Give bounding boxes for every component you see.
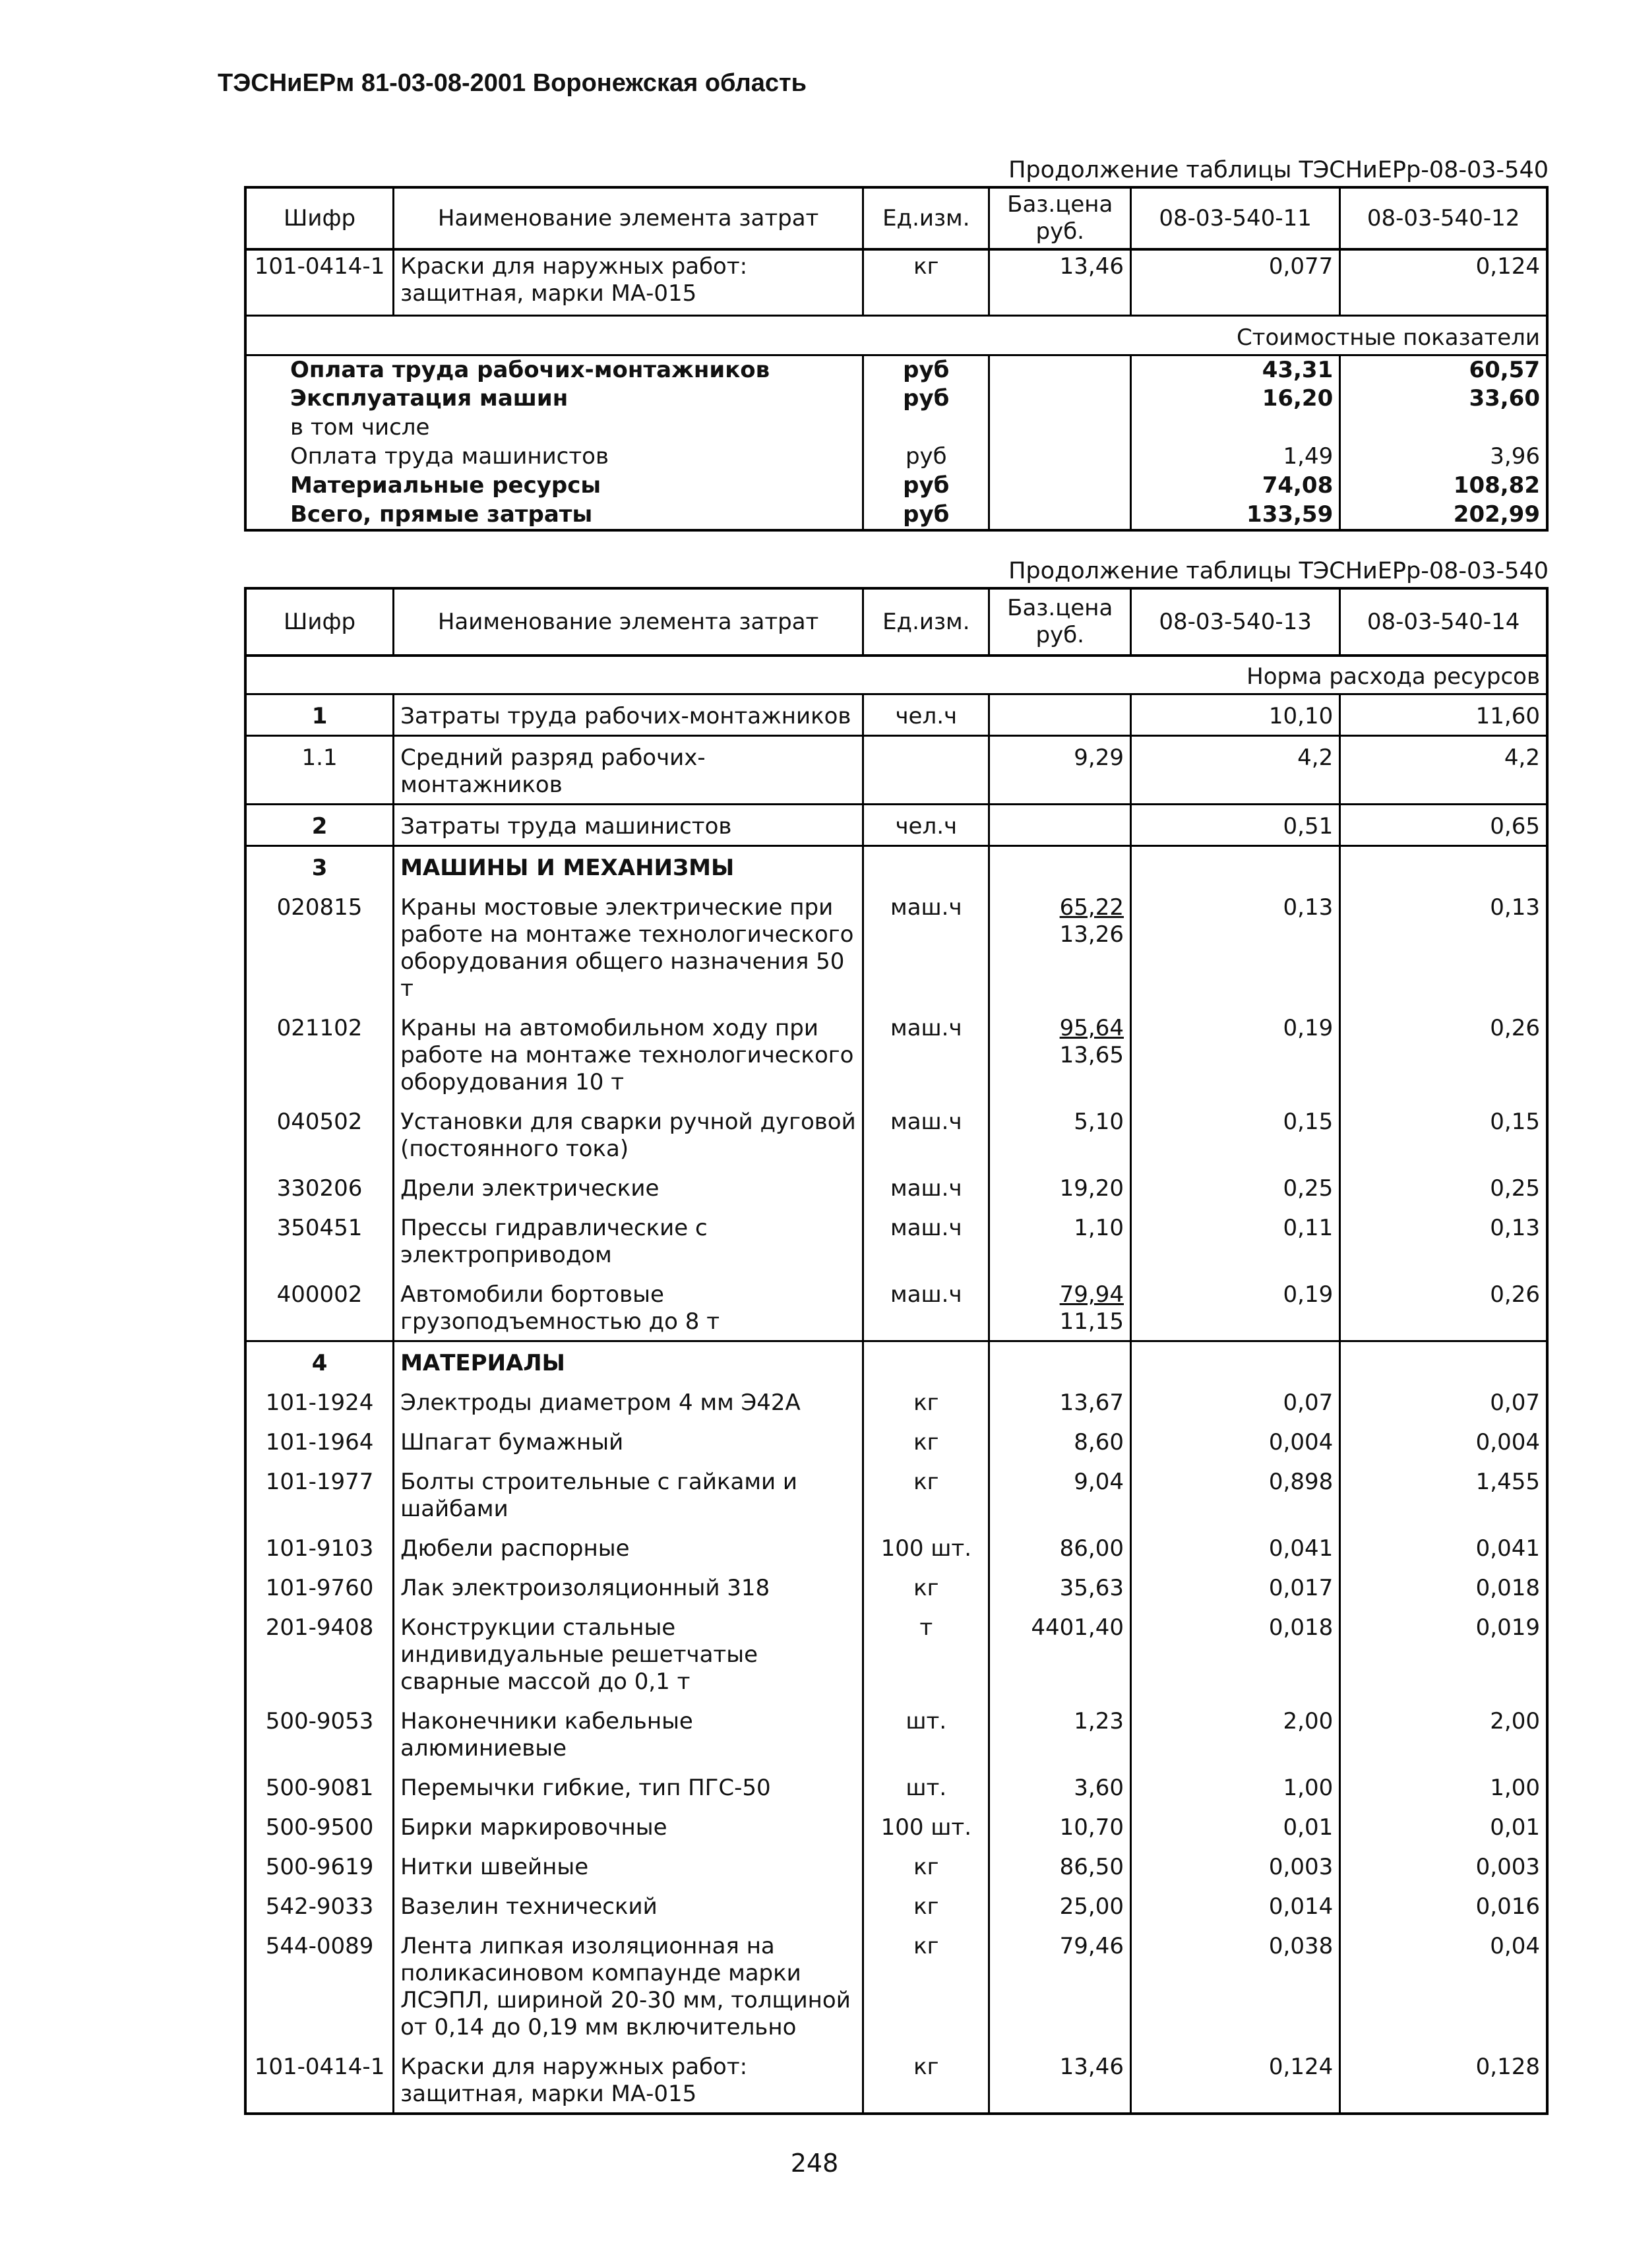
row-value-1: 0,004 xyxy=(1130,1421,1339,1461)
cost-value-2: 202,99 xyxy=(1340,501,1547,530)
row-unit xyxy=(863,845,989,886)
price-value: 19,20 xyxy=(1059,1175,1124,1202)
price-value: 3,60 xyxy=(1074,1774,1124,1801)
table-row xyxy=(245,1341,1547,1382)
row-unit: чел.ч xyxy=(863,804,989,845)
row-value-2: 0,26 xyxy=(1340,1273,1547,1341)
row-value-1: 0,041 xyxy=(1130,1527,1339,1567)
row-value-1: 0,018 xyxy=(1130,1607,1339,1700)
table-row xyxy=(245,1007,1547,1101)
row-price xyxy=(989,1806,1131,1846)
table2-header-row xyxy=(245,588,1547,656)
row-value-2: 11,60 xyxy=(1340,694,1547,735)
table-row xyxy=(245,1207,1547,1273)
row-name: Перемычки гибкие, тип ПГС-50 xyxy=(394,1767,863,1806)
cost-unit: руб xyxy=(863,501,989,530)
row-value-1: 0,898 xyxy=(1130,1461,1339,1527)
row-value-1: 0,25 xyxy=(1130,1167,1339,1207)
row-price xyxy=(989,1846,1131,1885)
row-unit: маш.ч xyxy=(863,1207,989,1273)
table-row xyxy=(245,804,1547,845)
row-name: Автомобили бортовые грузоподъемностью до 8 т xyxy=(394,1273,863,1341)
row-value-2: 0,01 xyxy=(1340,1806,1547,1846)
row-value-1: 0,017 xyxy=(1130,1567,1339,1607)
row-price xyxy=(989,1461,1131,1527)
price-secondary-value: 13,65 xyxy=(1059,1041,1124,1068)
price-value: 9,04 xyxy=(1074,1468,1124,1495)
row-name: Наконечники кабельные алюминиевые xyxy=(394,1700,863,1767)
table-row xyxy=(245,1421,1547,1461)
row-value-2: 0,65 xyxy=(1340,804,1547,845)
price-secondary-value: 11,15 xyxy=(1059,1308,1124,1335)
row-value-2: 0,016 xyxy=(1340,1885,1547,1925)
row-name: Краски для наружных работ: защитная, марки МА-015 xyxy=(394,249,863,315)
cost-name: Материальные ресурсы xyxy=(245,472,863,501)
row-price xyxy=(989,1607,1131,1700)
row-value-1: 0,19 xyxy=(1130,1007,1339,1101)
row-value-2: 0,019 xyxy=(1340,1607,1547,1700)
table-row xyxy=(245,886,1547,1007)
price-value: 13,67 xyxy=(1059,1389,1124,1416)
row-value-2: 4,2 xyxy=(1340,735,1547,804)
row-value-1: 0,003 xyxy=(1130,1846,1339,1885)
row-code: 101-9760 xyxy=(245,1567,394,1607)
row-price xyxy=(989,886,1131,1007)
cost-row xyxy=(245,414,1547,443)
row-code: 4 xyxy=(245,1341,394,1382)
col-header-v2: 08-03-540-12 xyxy=(1340,187,1547,249)
row-code: 500-9619 xyxy=(245,1846,394,1885)
price-value: 5,10 xyxy=(1074,1108,1124,1135)
table1-section-row xyxy=(245,315,1547,355)
row-value-1: 0,11 xyxy=(1130,1207,1339,1273)
col-header-name: Наименование элемента затрат xyxy=(394,187,863,249)
row-value-2: 2,00 xyxy=(1340,1700,1547,1767)
table-row xyxy=(245,845,1547,886)
row-name: Установки для сварки ручной дуговой (постоянного тока) xyxy=(394,1101,863,1167)
table1-header-row xyxy=(245,187,1547,249)
row-value-1: 0,038 xyxy=(1130,1925,1339,2046)
row-value-1: 0,13 xyxy=(1130,886,1339,1007)
row-price xyxy=(989,1007,1131,1101)
table-row xyxy=(245,1382,1547,1421)
section-label: Стоимостные показатели xyxy=(245,315,1547,355)
table2-caption: Продолжение таблицы ТЭСНиЕРр-08-03-540 xyxy=(1008,558,1549,584)
row-price xyxy=(989,1207,1131,1273)
row-value-1: 0,124 xyxy=(1130,2046,1339,2114)
price-value: 13,46 xyxy=(1059,2053,1124,2080)
row-unit: маш.ч xyxy=(863,1101,989,1167)
row-value-2: 0,003 xyxy=(1340,1846,1547,1885)
cost-name: Всего, прямые затраты xyxy=(245,501,863,530)
row-unit: 100 шт. xyxy=(863,1806,989,1846)
table-row xyxy=(245,1925,1547,2046)
section-label: Норма расхода ресурсов xyxy=(245,656,1547,694)
table-row xyxy=(245,1607,1547,1700)
row-value-1 xyxy=(1130,845,1339,886)
cost-value-2 xyxy=(1340,414,1547,443)
table-row xyxy=(245,694,1547,735)
row-code: 400002 xyxy=(245,1273,394,1341)
row-value-2: 0,07 xyxy=(1340,1382,1547,1421)
row-unit: маш.ч xyxy=(863,1167,989,1207)
row-code: 542-9033 xyxy=(245,1885,394,1925)
cost-price xyxy=(989,472,1131,501)
row-unit: шт. xyxy=(863,1700,989,1767)
row-code: 350451 xyxy=(245,1207,394,1273)
price-value: 9,29 xyxy=(1074,744,1124,771)
row-value-2 xyxy=(1340,1341,1547,1382)
row-unit: маш.ч xyxy=(863,1273,989,1341)
row-unit xyxy=(863,735,989,804)
row-value-1: 0,19 xyxy=(1130,1273,1339,1341)
row-unit: кг xyxy=(863,1846,989,1885)
price-value: 86,00 xyxy=(1059,1535,1124,1562)
row-name: Бирки маркировочные xyxy=(394,1806,863,1846)
cost-value-1: 133,59 xyxy=(1130,501,1339,530)
row-price xyxy=(989,1382,1131,1421)
row-code: 2 xyxy=(245,804,394,845)
row-name: Краны на автомобильном ходу при работе на монтаже технологического оборудования 10 т xyxy=(394,1007,863,1101)
row-price xyxy=(989,1421,1131,1461)
price-value: 25,00 xyxy=(1059,1893,1124,1920)
price-value: 1,10 xyxy=(1074,1214,1124,1241)
row-value-1: 0,51 xyxy=(1130,804,1339,845)
col-header-unit: Ед.изм. xyxy=(863,588,989,656)
table2 xyxy=(244,587,1549,2115)
row-code: 020815 xyxy=(245,886,394,1007)
cost-value-1 xyxy=(1130,414,1339,443)
row-code: 1.1 xyxy=(245,735,394,804)
row-price xyxy=(989,1925,1131,2046)
row-price xyxy=(989,735,1131,804)
row-name: Дрели электрические xyxy=(394,1167,863,1207)
table-row xyxy=(245,1846,1547,1885)
row-value-2: 0,26 xyxy=(1340,1007,1547,1101)
row-name: Затраты труда машинистов xyxy=(394,804,863,845)
cost-row xyxy=(245,501,1547,530)
cost-row xyxy=(245,472,1547,501)
price-value: 79,94 xyxy=(1059,1281,1124,1308)
page-number: 248 xyxy=(790,2149,839,2178)
cost-unit: руб xyxy=(863,472,989,501)
row-unit: чел.ч xyxy=(863,694,989,735)
row-name: Затраты труда рабочих-монтажников xyxy=(394,694,863,735)
price-value: 79,46 xyxy=(1059,1932,1124,1959)
row-value-2: 0,25 xyxy=(1340,1167,1547,1207)
row-unit: кг xyxy=(863,1925,989,2046)
table-row xyxy=(245,1567,1547,1607)
cost-price xyxy=(989,501,1131,530)
row-unit: т xyxy=(863,1607,989,1700)
col-header-price: Баз.цена руб. xyxy=(989,588,1131,656)
row-name: МАШИНЫ И МЕХАНИЗМЫ xyxy=(394,845,863,886)
row-price xyxy=(989,804,1131,845)
row-name: Шпагат бумажный xyxy=(394,1421,863,1461)
row-code: 544-0089 xyxy=(245,1925,394,2046)
cost-price xyxy=(989,443,1131,472)
row-value-2 xyxy=(1340,845,1547,886)
cost-name: в том числе xyxy=(245,414,863,443)
row-unit: кг xyxy=(863,1885,989,1925)
row-price xyxy=(989,1527,1131,1567)
cost-price xyxy=(989,414,1131,443)
row-name: Краны мостовые электрические при работе на монтаже технологического оборудования общего назначения 50 т xyxy=(394,886,863,1007)
cost-row xyxy=(245,355,1547,384)
col-header-code: Шифр xyxy=(245,588,394,656)
row-price: 13,46 xyxy=(989,249,1131,315)
cost-value-1: 1,49 xyxy=(1130,443,1339,472)
price-value: 35,63 xyxy=(1059,1574,1124,1601)
table-row xyxy=(245,735,1547,804)
table1 xyxy=(244,186,1549,532)
row-code: 101-0414-1 xyxy=(245,249,394,315)
row-name: Лента липкая изоляционная на поликасиновом компаунде марки ЛСЭПЛ, шириной 20-30 мм, толщиной от 0,14 до 0,19 мм включительно xyxy=(394,1925,863,2046)
row-code: 021102 xyxy=(245,1007,394,1101)
row-code: 1 xyxy=(245,694,394,735)
col-header-price: Баз.цена руб. xyxy=(989,187,1131,249)
row-name: МАТЕРИАЛЫ xyxy=(394,1341,863,1382)
cost-value-2: 3,96 xyxy=(1340,443,1547,472)
row-value-1: 0,07 xyxy=(1130,1382,1339,1421)
table1-material-row xyxy=(245,249,1547,315)
row-price xyxy=(989,2046,1131,2114)
table-row xyxy=(245,1461,1547,1527)
row-price xyxy=(989,1273,1131,1341)
row-unit xyxy=(863,1341,989,1382)
row-unit: кг xyxy=(863,2046,989,2114)
row-value-2: 0,004 xyxy=(1340,1421,1547,1461)
row-unit: 100 шт. xyxy=(863,1527,989,1567)
row-unit: кг xyxy=(863,1567,989,1607)
cost-name: Оплата труда машинистов xyxy=(245,443,863,472)
row-value-2: 0,04 xyxy=(1340,1925,1547,2046)
table-row xyxy=(245,1167,1547,1207)
table-row xyxy=(245,1527,1547,1567)
row-code: 101-1977 xyxy=(245,1461,394,1527)
row-value-1: 1,00 xyxy=(1130,1767,1339,1806)
table-row xyxy=(245,1273,1547,1341)
cost-row xyxy=(245,443,1547,472)
row-price xyxy=(989,845,1131,886)
col-header-code: Шифр xyxy=(245,187,394,249)
row-value-2: 1,00 xyxy=(1340,1767,1547,1806)
row-price xyxy=(989,1567,1131,1607)
row-unit: кг xyxy=(863,1461,989,1527)
price-value: 10,70 xyxy=(1059,1814,1124,1841)
col-header-v2: 08-03-540-14 xyxy=(1340,588,1547,656)
cost-price xyxy=(989,355,1131,384)
price-value: 1,23 xyxy=(1074,1707,1124,1734)
row-name: Прессы гидравлические с электроприводом xyxy=(394,1207,863,1273)
price-secondary-value: 13,26 xyxy=(1059,921,1124,948)
row-code: 101-9103 xyxy=(245,1527,394,1567)
row-code: 101-1964 xyxy=(245,1421,394,1461)
row-name: Дюбели распорные xyxy=(394,1527,863,1567)
row-price xyxy=(989,1101,1131,1167)
row-price xyxy=(989,1700,1131,1767)
table-row xyxy=(245,1806,1547,1846)
row-code: 040502 xyxy=(245,1101,394,1167)
row-code: 3 xyxy=(245,845,394,886)
row-code: 101-1924 xyxy=(245,1382,394,1421)
row-unit: кг xyxy=(863,1421,989,1461)
col-header-unit: Ед.изм. xyxy=(863,187,989,249)
row-value-1 xyxy=(1130,1341,1339,1382)
cost-value-1: 16,20 xyxy=(1130,384,1339,414)
price-value: 8,60 xyxy=(1074,1428,1124,1456)
row-price xyxy=(989,694,1131,735)
row-code: 500-9053 xyxy=(245,1700,394,1767)
cost-unit: руб xyxy=(863,355,989,384)
row-unit: шт. xyxy=(863,1767,989,1806)
row-value-1: 4,2 xyxy=(1130,735,1339,804)
col-header-v1: 08-03-540-13 xyxy=(1130,588,1339,656)
row-name: Конструкции стальные индивидуальные решетчатые сварные массой до 0,1 т xyxy=(394,1607,863,1700)
row-code: 500-9081 xyxy=(245,1767,394,1806)
cost-value-2: 33,60 xyxy=(1340,384,1547,414)
table-row xyxy=(245,1885,1547,1925)
row-unit: кг xyxy=(863,1382,989,1421)
table-row xyxy=(245,1700,1547,1767)
row-value-2: 0,124 xyxy=(1340,249,1547,315)
row-value-2: 0,13 xyxy=(1340,1207,1547,1273)
table2-section-row xyxy=(245,656,1547,694)
row-value-2: 0,128 xyxy=(1340,2046,1547,2114)
row-name: Нитки швейные xyxy=(394,1846,863,1885)
table-row xyxy=(245,2046,1547,2114)
document-header: ТЭСНиЕРм 81-03-08-2001 Воронежская область xyxy=(218,69,807,97)
row-code: 201-9408 xyxy=(245,1607,394,1700)
price-value: 95,64 xyxy=(1059,1014,1124,1041)
cost-name: Эксплуатация машин xyxy=(245,384,863,414)
row-value-2: 0,041 xyxy=(1340,1527,1547,1567)
row-name: Вазелин технический xyxy=(394,1885,863,1925)
cost-row xyxy=(245,384,1547,414)
row-name: Болты строительные с гайками и шайбами xyxy=(394,1461,863,1527)
cost-unit xyxy=(863,414,989,443)
row-value-1: 0,014 xyxy=(1130,1885,1339,1925)
row-value-2: 0,13 xyxy=(1340,886,1547,1007)
row-code: 101-0414-1 xyxy=(245,2046,394,2114)
row-unit: маш.ч xyxy=(863,886,989,1007)
row-value-2: 1,455 xyxy=(1340,1461,1547,1527)
row-value-2: 0,018 xyxy=(1340,1567,1547,1607)
row-price xyxy=(989,1167,1131,1207)
table1-caption: Продолжение таблицы ТЭСНиЕРр-08-03-540 xyxy=(1008,157,1549,183)
row-price xyxy=(989,1767,1131,1806)
price-value: 86,50 xyxy=(1059,1853,1124,1880)
cost-price xyxy=(989,384,1131,414)
row-name: Краски для наружных работ: защитная, марки МА-015 xyxy=(394,2046,863,2114)
row-value-2: 0,15 xyxy=(1340,1101,1547,1167)
cost-unit: руб xyxy=(863,443,989,472)
row-code: 330206 xyxy=(245,1167,394,1207)
row-unit: маш.ч xyxy=(863,1007,989,1101)
cost-value-2: 60,57 xyxy=(1340,355,1547,384)
row-value-1: 0,15 xyxy=(1130,1101,1339,1167)
row-value-1: 0,077 xyxy=(1130,249,1339,315)
cost-value-1: 74,08 xyxy=(1130,472,1339,501)
col-header-v1: 08-03-540-11 xyxy=(1130,187,1339,249)
row-value-1: 2,00 xyxy=(1130,1700,1339,1767)
cost-name: Оплата труда рабочих-монтажников xyxy=(245,355,863,384)
row-price xyxy=(989,1885,1131,1925)
price-value: 65,22 xyxy=(1059,894,1124,921)
cost-unit: руб xyxy=(863,384,989,414)
col-header-name: Наименование элемента затрат xyxy=(394,588,863,656)
cost-value-2: 108,82 xyxy=(1340,472,1547,501)
row-unit: кг xyxy=(863,249,989,315)
row-name: Электроды диаметром 4 мм Э42А xyxy=(394,1382,863,1421)
table-row xyxy=(245,1101,1547,1167)
row-name: Средний разряд рабочих-монтажников xyxy=(394,735,863,804)
row-value-1: 10,10 xyxy=(1130,694,1339,735)
row-value-1: 0,01 xyxy=(1130,1806,1339,1846)
row-price xyxy=(989,1341,1131,1382)
row-name: Лак электроизоляционный 318 xyxy=(394,1567,863,1607)
cost-value-1: 43,31 xyxy=(1130,355,1339,384)
table-row xyxy=(245,1767,1547,1806)
price-value: 4401,40 xyxy=(1031,1614,1124,1641)
row-code: 500-9500 xyxy=(245,1806,394,1846)
